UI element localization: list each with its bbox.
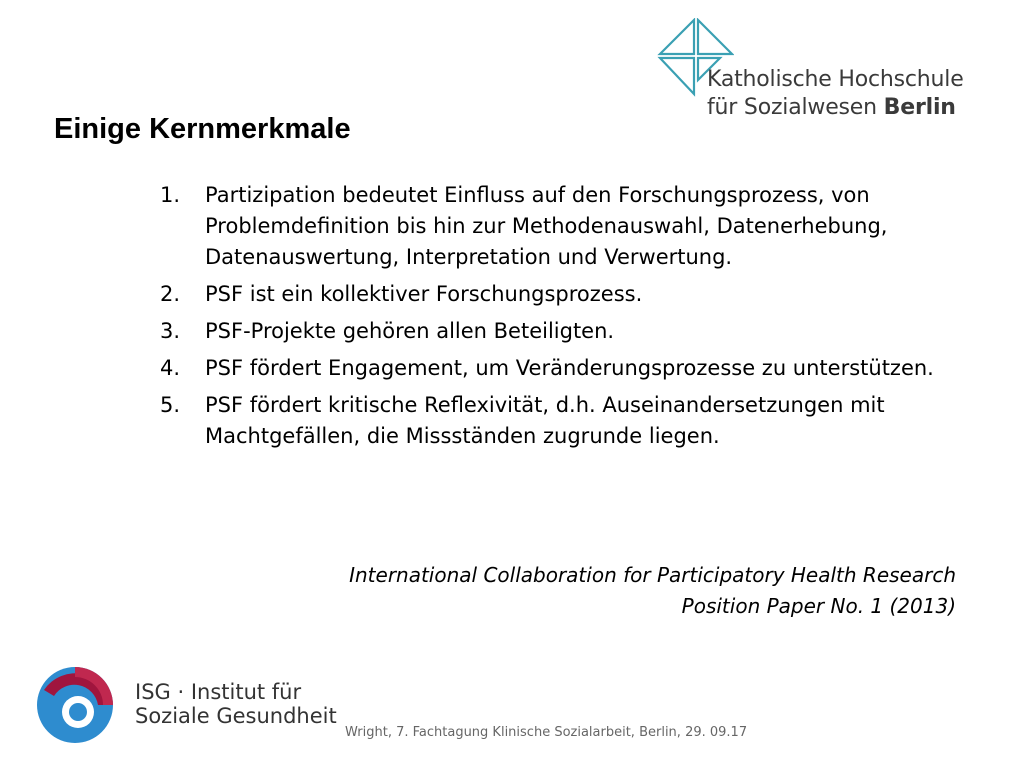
list-item-text: Partizipation bedeutet Einfluss auf den Forschungsprozess, von Problemdefinition bis hin zur Methodenauswahl, Datenerhebung, Datenauswertung, Interpretation und Verwertung. xyxy=(205,183,888,269)
khsb-wordmark xyxy=(707,66,964,122)
footer-text: Wright, 7. Fachtagung Klinische Sozialarbeit, Berlin, 29. 09.17 xyxy=(345,725,748,740)
list-item xyxy=(160,353,970,384)
list-item-number: 3. xyxy=(160,319,181,343)
isg-logo xyxy=(30,660,350,750)
citation-document: Position Paper No. 1 (2013) xyxy=(681,594,956,618)
citation-source: International Collaboration for Participatory Health Research xyxy=(349,563,956,587)
citation xyxy=(349,560,956,622)
list-item xyxy=(160,279,970,310)
list-item-text: PSF-Projekte gehören allen Beteiligten. xyxy=(205,319,615,343)
khsb-name-line2-regular: für Sozialwesen xyxy=(707,95,884,120)
list-item-text: PSF ist ein kollektiver Forschungsprozess. xyxy=(205,282,643,306)
list-item-text: PSF fördert Engagement, um Veränderungsprozesse zu unterstützen. xyxy=(205,356,934,380)
list-item-text: PSF fördert kritische Reflexivität, d.h. Auseinandersetzungen mit Machtgefällen, die Missständen zugrunde liegen. xyxy=(205,393,885,448)
list-item xyxy=(160,180,970,273)
key-features-list xyxy=(160,180,970,458)
khsb-name-line2-bold: Berlin xyxy=(883,95,956,120)
isg-circle-icon xyxy=(30,660,120,750)
khsb-logo xyxy=(654,18,974,118)
list-item xyxy=(160,316,970,347)
list-item-number: 2. xyxy=(160,282,181,306)
list-item-number: 4. xyxy=(160,356,181,380)
isg-wordmark xyxy=(135,680,337,728)
list-item xyxy=(160,390,970,452)
isg-name-line2: Soziale Gesundheit xyxy=(135,704,337,728)
list-item-number: 1. xyxy=(160,183,181,207)
isg-name-line1: ISG · Institut für xyxy=(135,680,302,704)
list-item-number: 5. xyxy=(160,393,181,417)
khsb-name-line2 xyxy=(707,94,964,122)
slide-title: Einige Kernmerkmale xyxy=(54,113,351,145)
khsb-name-line1: Katholische Hochschule xyxy=(707,67,964,92)
